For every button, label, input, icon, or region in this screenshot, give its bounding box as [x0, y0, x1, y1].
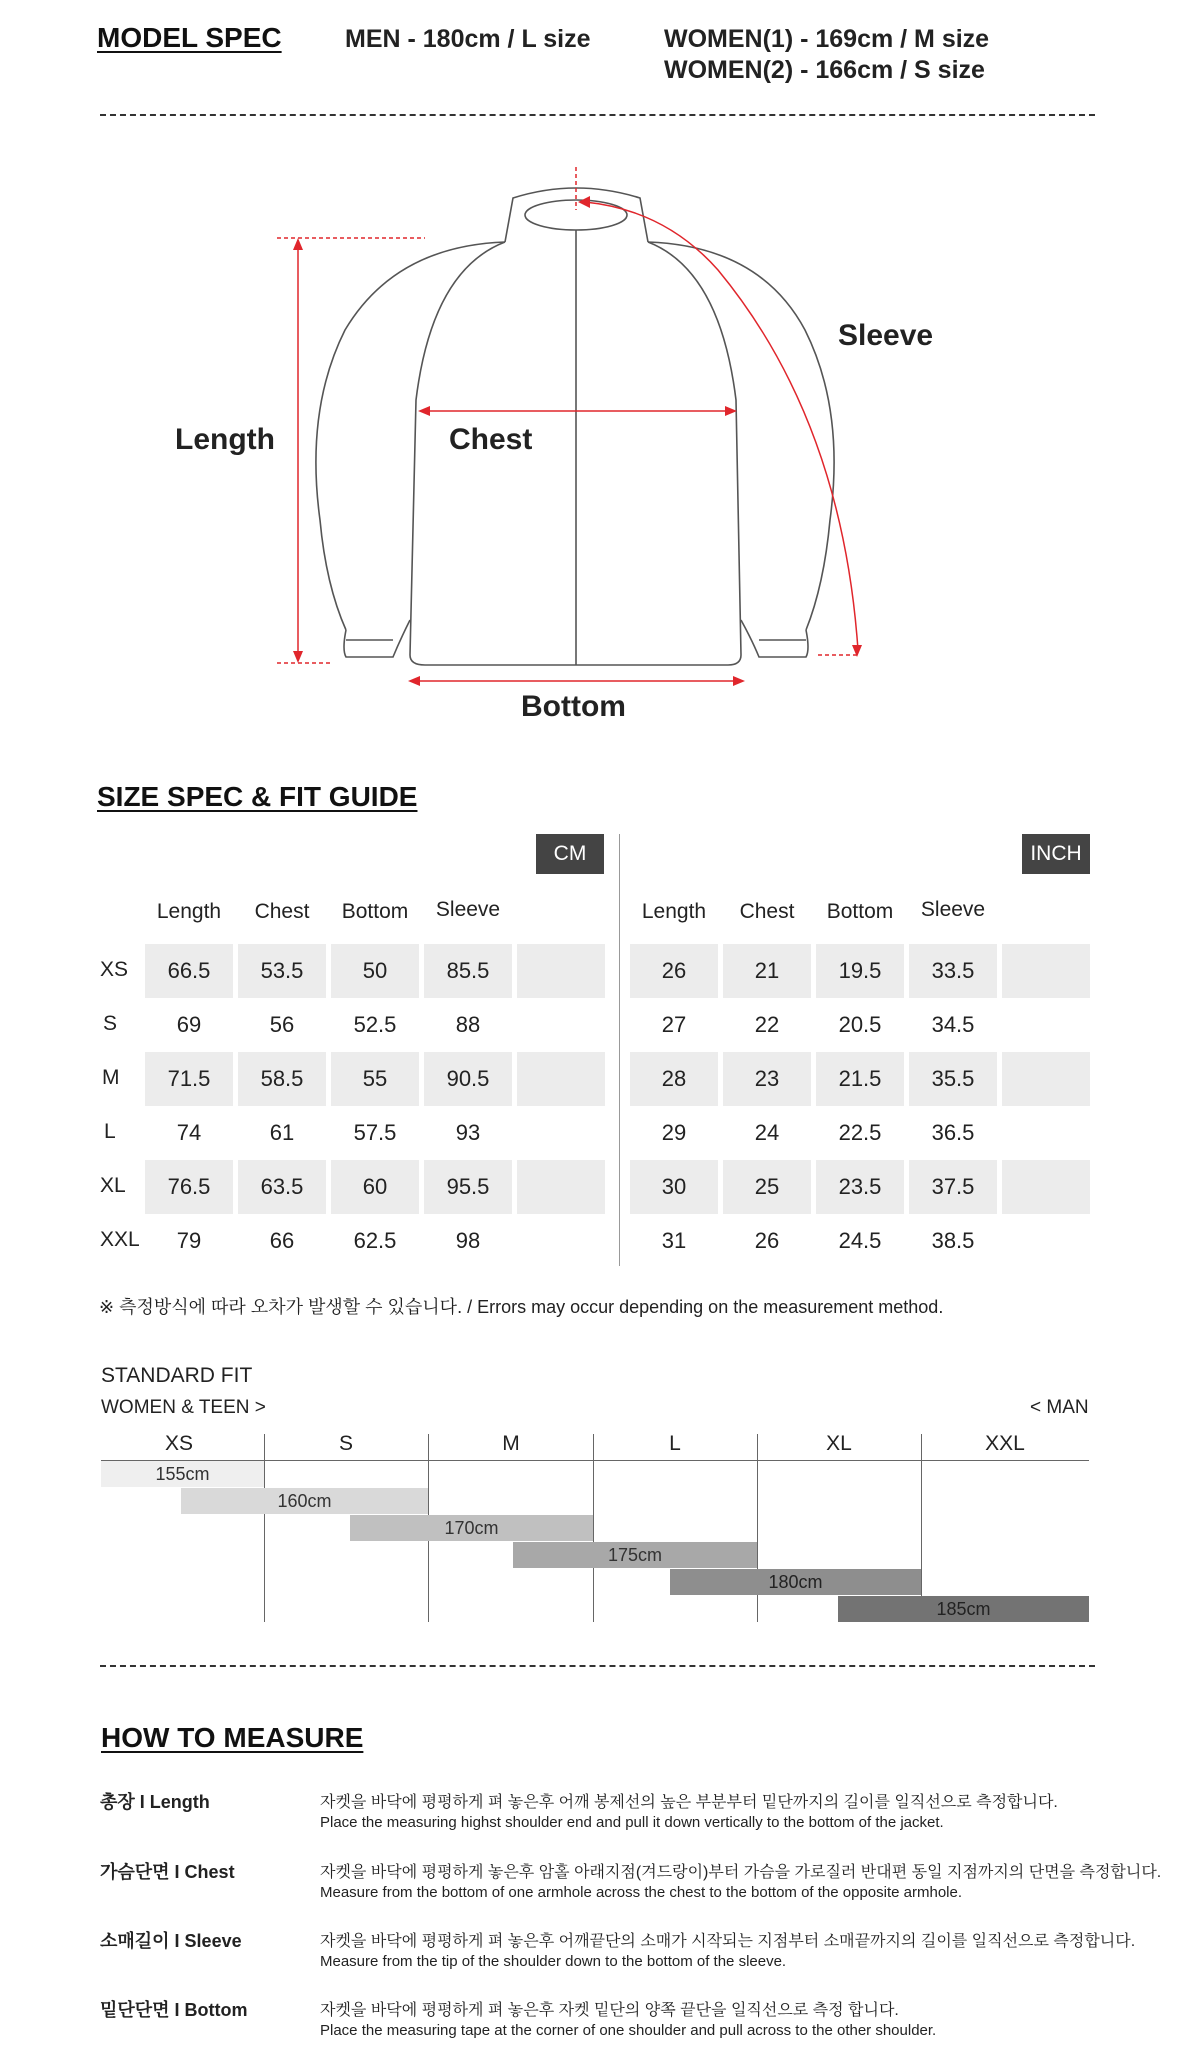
inch-cell: 25: [723, 1160, 811, 1214]
diagram-length-label: Length: [175, 423, 275, 456]
fit-separator: [921, 1434, 922, 1622]
inch-cell: 26: [630, 944, 718, 998]
measure-en-chest: Measure from the bottom of one armhole across the chest to the bottom of the opposite armhole.: [320, 1884, 963, 1901]
diagram-bottom-label: Bottom: [521, 690, 626, 723]
cm-blank-cell: [517, 1052, 605, 1106]
cm-cell: 62.5: [353, 1228, 397, 1253]
cm-cell: 76.5: [145, 1160, 233, 1214]
cm-header-sleeve: Sleeve: [435, 898, 501, 921]
fit-left-label: WOMEN & TEEN >: [101, 1397, 266, 1418]
inch-blank-cell: [1002, 1052, 1090, 1106]
table-divider: [619, 834, 620, 1266]
model-spec-women2: WOMEN(2) - 166cm / S size: [664, 56, 985, 84]
size-label-xxl: XXL: [100, 1228, 140, 1251]
cm-cell: 93: [455, 1120, 481, 1145]
inch-cell: 22: [754, 1012, 780, 1037]
fit-title: STANDARD FIT: [101, 1364, 253, 1387]
cm-cell: 57.5: [353, 1120, 397, 1145]
inch-blank-cell: [1002, 1160, 1090, 1214]
inch-cell: 31: [661, 1228, 687, 1253]
inch-header-chest: Chest: [739, 900, 795, 923]
diagram-chest-label: Chest: [449, 423, 533, 456]
inch-cell: 33.5: [909, 944, 997, 998]
fit-bar-160: 160cm: [181, 1488, 428, 1514]
measure-label-length: 총장 I Length: [100, 1792, 210, 1812]
cm-cell: 52.5: [353, 1012, 397, 1037]
fit-right-label: < MAN: [1030, 1397, 1089, 1418]
cm-cell: 63.5: [238, 1160, 326, 1214]
fit-size-xl: XL: [826, 1432, 852, 1455]
cm-cell: 53.5: [238, 944, 326, 998]
cm-cell: 66.5: [145, 944, 233, 998]
measure-en-length: Place the measuring highst shoulder end and pull it down vertically to the bottom of the jacket.: [320, 1814, 944, 1831]
cm-cell: 71.5: [145, 1052, 233, 1106]
measure-en-sleeve: Measure from the tip of the shoulder down to the bottom of the sleeve.: [320, 1953, 787, 1970]
size-label-m: M: [102, 1066, 120, 1089]
inch-badge: INCH: [1022, 834, 1090, 874]
inch-cell: 20.5: [838, 1012, 882, 1037]
fit-bar-175: 175cm: [513, 1542, 757, 1568]
inch-cell: 19.5: [816, 944, 904, 998]
model-spec-women1: WOMEN(1) - 169cm / M size: [664, 25, 990, 53]
inch-cell: 24.5: [838, 1228, 882, 1253]
fit-separator: [593, 1434, 594, 1622]
measure-kr-bottom: 자켓을 바닥에 평평하게 펴 놓은후 자켓 밑단의 양쪽 끝단을 일직선으로 측정 합니다.: [320, 2002, 899, 2019]
inch-cell: 23.5: [816, 1160, 904, 1214]
cm-cell: 85.5: [424, 944, 512, 998]
cm-cell: 50: [331, 944, 419, 998]
size-spec-title: SIZE SPEC & FIT GUIDE: [97, 781, 418, 812]
inch-cell: 26: [754, 1228, 780, 1253]
cm-cell: 55: [331, 1052, 419, 1106]
cm-cell: 58.5: [238, 1052, 326, 1106]
how-to-measure-title: HOW TO MEASURE: [101, 1722, 364, 1753]
fit-size-l: L: [669, 1432, 681, 1455]
divider: [100, 114, 1095, 116]
measure-en-bottom: Place the measuring tape at the corner of one shoulder and pull across to the other shoulder.: [320, 2022, 937, 2039]
fit-bar-185: 185cm: [838, 1596, 1089, 1622]
cm-cell: 69: [176, 1012, 202, 1037]
inch-cell: 23: [723, 1052, 811, 1106]
inch-cell: 21: [723, 944, 811, 998]
size-label-xl: XL: [100, 1174, 126, 1197]
inch-cell: 36.5: [931, 1120, 975, 1145]
size-label-s: S: [103, 1012, 118, 1035]
model-spec-title: MODEL SPEC: [97, 22, 282, 53]
cm-cell: 60: [331, 1160, 419, 1214]
inch-cell: 28: [630, 1052, 718, 1106]
measure-label-sleeve: 소매길이 I Sleeve: [100, 1931, 242, 1951]
fit-separator: [264, 1434, 265, 1622]
cm-header-length: Length: [156, 900, 222, 923]
inch-cell: 27: [661, 1012, 687, 1037]
model-spec-men: MEN - 180cm / L size: [345, 25, 591, 53]
measure-kr-sleeve: 자켓을 바닥에 평평하게 펴 놓은후 어깨끝단의 소매가 시작되는 지점부터 소매끝까지의 길이를 일직선으로 측정합니다.: [320, 1933, 1136, 1950]
cm-blank-cell: [517, 944, 605, 998]
size-label-xs: XS: [100, 958, 129, 981]
fit-size-s: S: [338, 1432, 353, 1455]
fit-bar-170: 170cm: [350, 1515, 593, 1541]
fit-size-xs: XS: [164, 1432, 193, 1455]
inch-cell: 22.5: [838, 1120, 882, 1145]
cm-cell: 90.5: [424, 1052, 512, 1106]
inch-cell: 35.5: [909, 1052, 997, 1106]
inch-cell: 37.5: [909, 1160, 997, 1214]
cm-cell: 98: [455, 1228, 481, 1253]
fit-bar-180: 180cm: [670, 1569, 921, 1595]
divider: [100, 1665, 1095, 1667]
cm-cell: 79: [176, 1228, 202, 1253]
inch-header-bottom: Bottom: [826, 900, 894, 923]
inch-header-sleeve: Sleeve: [920, 898, 986, 921]
cm-badge: CM: [536, 834, 604, 874]
inch-cell: 24: [754, 1120, 780, 1145]
fit-size-xxl: XXL: [985, 1432, 1025, 1455]
measure-kr-length: 자켓을 바닥에 평평하게 펴 놓은후 어깨 봉제선의 높은 부분부터 밑단까지의 길이를 일직선으로 측정합니다.: [320, 1794, 1058, 1811]
inch-cell: 34.5: [931, 1012, 975, 1037]
cm-cell: 95.5: [424, 1160, 512, 1214]
inch-cell: 21.5: [816, 1052, 904, 1106]
measure-kr-chest: 자켓을 바닥에 평평하게 놓은후 암홀 아래지점(겨드랑이)부터 가슴을 가로질러 반대편 동일 지점까지의 단면을 측정합니다.: [320, 1864, 1162, 1881]
inch-cell: 38.5: [931, 1228, 975, 1253]
diagram-sleeve-label: Sleeve: [838, 319, 934, 352]
inch-blank-cell: [1002, 944, 1090, 998]
inch-cell: 29: [661, 1120, 687, 1145]
cm-cell: 74: [176, 1120, 202, 1145]
fit-bar-155: 155cm: [101, 1461, 264, 1487]
measurement-note: ※ 측정방식에 따라 오차가 발생할 수 있습니다. / Errors may occur depending on the measurement method.: [99, 1297, 944, 1317]
measure-label-chest: 가슴단면 I Chest: [100, 1862, 235, 1882]
inch-header-length: Length: [641, 900, 707, 923]
fit-size-m: M: [502, 1432, 520, 1455]
cm-cell: 61: [269, 1120, 295, 1145]
cm-cell: 56: [269, 1012, 295, 1037]
cm-blank-cell: [517, 1160, 605, 1214]
inch-cell: 30: [630, 1160, 718, 1214]
cm-header-bottom: Bottom: [341, 900, 409, 923]
size-label-l: L: [104, 1120, 116, 1143]
cm-cell: 66: [269, 1228, 295, 1253]
cm-header-chest: Chest: [254, 900, 310, 923]
measure-label-bottom: 밑단단면 I Bottom: [100, 2000, 248, 2020]
cm-cell: 88: [455, 1012, 481, 1037]
